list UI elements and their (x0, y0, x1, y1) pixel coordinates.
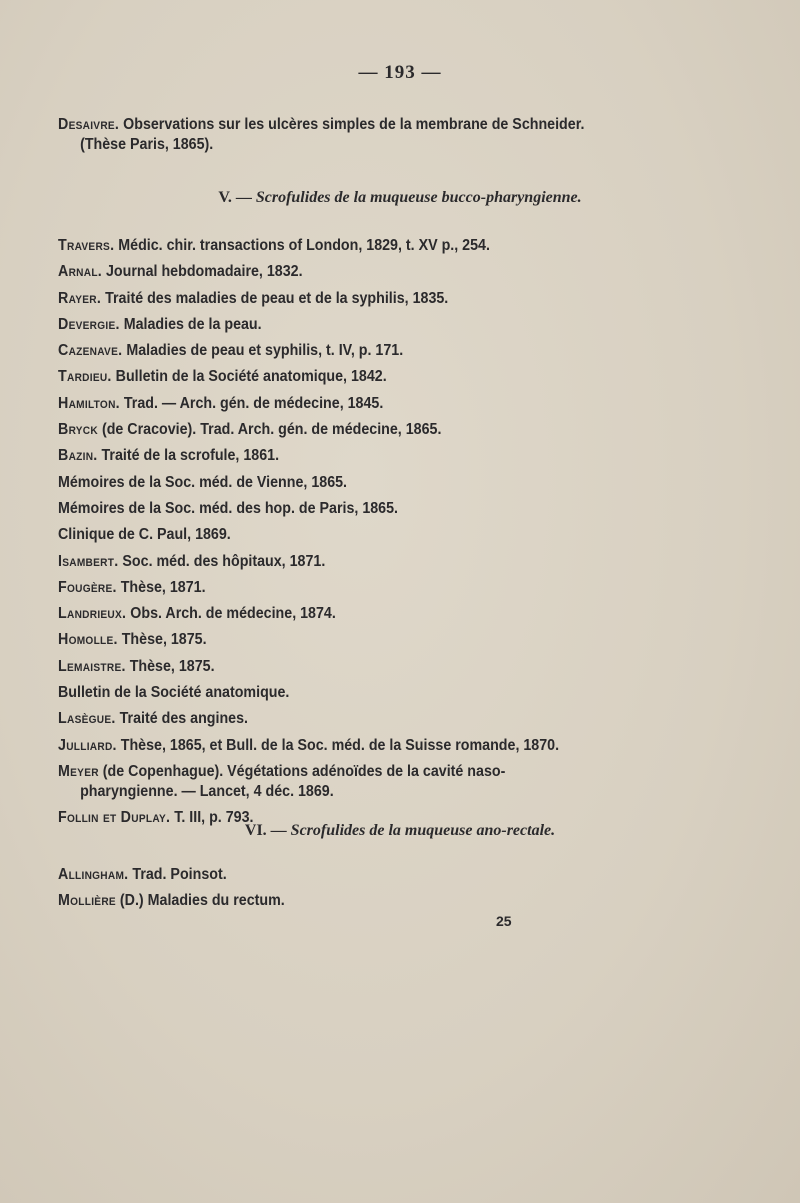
entry-author: Fougère. (58, 578, 117, 596)
section-heading-6 (0, 822, 800, 840)
bibliography-entry (58, 262, 536, 282)
bibliography-entry (58, 473, 536, 493)
section-5-entries (58, 236, 578, 835)
entry-author: Arnal. (58, 263, 103, 281)
entry-author: Julliard. (58, 736, 117, 754)
entry-text: Mémoires de la Soc. méd. de Vienne, 1865. (58, 473, 348, 491)
bibliography-entry (58, 552, 536, 572)
entry-author: Bryck (58, 421, 98, 439)
entry-author: Follin et Duplay. (58, 809, 171, 827)
entry-author: Devergie. (58, 315, 120, 333)
entry-text: Maladies de la peau. (123, 315, 262, 333)
entry-text: Bulletin de la Société anatomique, 1842. (115, 368, 387, 386)
bibliography-entry (58, 891, 536, 911)
entry-author: Lemaistre. (58, 657, 126, 675)
bibliography-entry (58, 683, 536, 703)
entry-text: (de Cracovie). Trad. Arch. gén. de médecine, 1865. (101, 421, 442, 439)
section-heading-5 (0, 189, 800, 207)
entry-text: Traité de la scrofule, 1861. (101, 447, 280, 465)
entry-text: Thèse, 1865, et Bull. de la Soc. méd. de la Suisse romande, 1870. (120, 736, 560, 754)
entry-text: T. III, p. 793. (174, 809, 254, 827)
bibliography-entry (58, 630, 536, 650)
entry-author: Allingham. (58, 866, 129, 883)
section-numeral: VI. — (244, 822, 287, 839)
entry-author: Lasègue. (58, 710, 116, 728)
entry-text: Médic. chir. transactions of London, 1829, t. XV p., 254. (118, 237, 490, 254)
entry-author: Isambert. (58, 552, 119, 570)
entry-text: Thèse, 1871. (120, 578, 206, 596)
entry-text: Trad. — Arch. gén. de médecine, 1845. (123, 394, 384, 412)
bibliography-entry (58, 865, 536, 885)
bibliography-entry (58, 289, 536, 309)
entry-text: Clinique de C. Paul, 1869. (58, 526, 231, 544)
section-title: Scrofulides de la muqueuse bucco-pharyngienne. (255, 189, 582, 206)
entry-text: Thèse, 1875. (121, 631, 207, 649)
entry-text: Bulletin de la Société anatomique. (58, 684, 290, 702)
bibliography-entry (58, 525, 536, 545)
section-6-entries (58, 865, 578, 918)
entry-author: Mollière (58, 892, 116, 910)
section-title: Scrofulides de la muqueuse ano-rectale. (290, 822, 556, 839)
entry-text: Maladies de peau et syphilis, t. IV, p. 171. (126, 342, 404, 360)
entry-text: Trad. Poinsot. (132, 866, 227, 883)
bibliography-entry (58, 657, 536, 677)
entry-text: Traité des maladies de peau et de la syphilis, 1835. (105, 289, 449, 307)
bibliography-entry (58, 762, 595, 802)
entry-text: Observations sur les ulcères simples de la membrane de Schneider. (Thèse Paris, 1865). (80, 116, 585, 153)
bibliography-entry (58, 499, 536, 519)
bibliography-entry (58, 236, 536, 256)
bibliography-entry (58, 736, 595, 756)
bibliography-entry (58, 315, 536, 335)
entry-text: (de Copenhague). Végétations adénoïdes de la cavité naso-pharyngienne. — Lancet, 4 déc. 1869. (80, 762, 506, 800)
entry-author: Landrieux. (58, 605, 127, 623)
bibliography-entry (58, 115, 595, 155)
bibliography-entry (58, 420, 536, 440)
entry-author: Hamilton. (58, 394, 120, 412)
bibliography-entry (58, 604, 536, 624)
entry-author: Tardieu. (58, 368, 112, 386)
bibliography-entry (58, 578, 536, 598)
section-numeral: V. — (218, 189, 252, 206)
bibliography-entry (58, 709, 536, 729)
entry-text: (D.) Maladies du rectum. (119, 892, 285, 910)
bibliography-entry (58, 446, 536, 466)
entry-text: Thèse, 1875. (129, 657, 215, 675)
entry-desaivre (58, 115, 585, 161)
entry-author: Travers. (58, 237, 115, 254)
bibliography-entry (58, 394, 536, 414)
bibliography-entry (58, 367, 536, 387)
entry-text: Mémoires de la Soc. méd. des hop. de Paris, 1865. (58, 499, 399, 517)
entry-author: Rayer. (58, 289, 102, 307)
entry-author: Cazenave. (58, 342, 123, 360)
bibliography-entry (58, 341, 536, 361)
signature-mark: 25 (496, 913, 512, 929)
entry-text: Obs. Arch. de médecine, 1874. (130, 605, 336, 623)
entry-author: Bazin. (58, 447, 98, 465)
page-number: — 193 — (358, 62, 442, 83)
entry-author: Homolle. (58, 631, 118, 649)
entry-author: Meyer (58, 762, 99, 780)
entry-text: Soc. méd. des hôpitaux, 1871. (122, 552, 326, 570)
entry-author: Desaivre. (58, 116, 120, 133)
entry-text: Traité des angines. (119, 710, 248, 728)
entry-text: Journal hebdomadaire, 1832. (105, 263, 303, 281)
